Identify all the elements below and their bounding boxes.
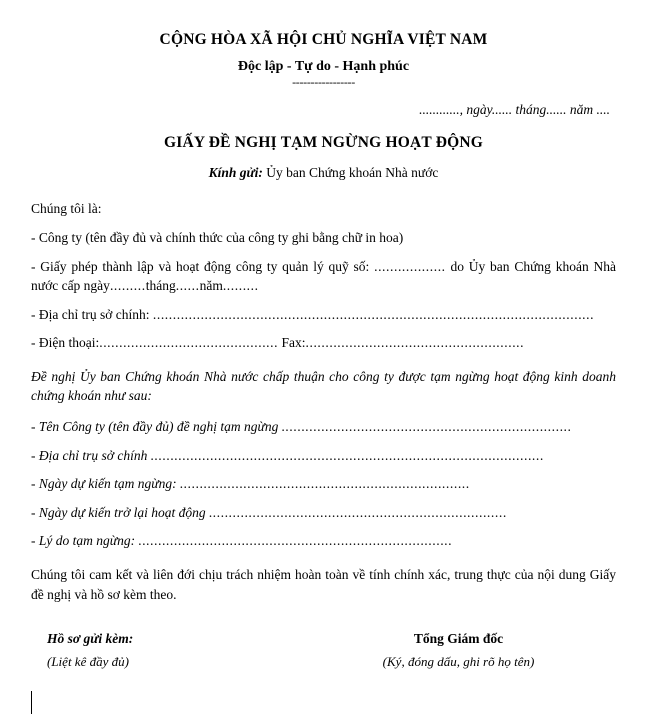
recipient-value: Ủy ban Chứng khoán Nhà nước	[262, 165, 439, 181]
lead-line: Chúng tôi là:	[31, 201, 102, 217]
fax-label: Fax:	[278, 335, 306, 351]
head-office-address-label: - Địa chỉ trụ sở chính:	[31, 306, 153, 322]
item-suspend-date	[31, 474, 616, 494]
item-address	[31, 446, 616, 466]
text-cursor-caret	[31, 691, 32, 714]
head-office-address-line	[31, 305, 616, 325]
item-company-name-label: - Tên Công ty (tên đầy đủ) đề nghị tạm ngừng	[31, 418, 282, 434]
item-reason	[31, 531, 616, 551]
document-page	[0, 31, 647, 719]
signature-row	[31, 631, 616, 670]
commitment-paragraph: Chúng tôi cam kết và liên đới chịu trách nhiệm hoàn toàn về tính chính xác, trung thực của nội dung Giấy đề nghị và hồ sơ kèm theo.	[31, 566, 616, 602]
national-motto: Độc lập - Tự do - Hạnh phúc	[237, 59, 410, 75]
item-reason-dots: ...............................................................................	[138, 533, 453, 549]
phone-label: - Điện thoại:	[31, 335, 100, 351]
item-address-dots: ...................................................................................................	[150, 447, 545, 463]
item-resume-date-label: - Ngày dự kiến trở lại hoạt động	[31, 504, 210, 520]
license-dots-d: .........	[222, 278, 259, 294]
license-text-d: năm	[199, 278, 223, 294]
signer-block	[331, 631, 616, 670]
item-address-label: - Địa chỉ trụ sở chính	[31, 447, 151, 463]
item-resume-date	[31, 503, 616, 523]
item-company-name-dots: .........................................................................	[281, 418, 572, 434]
license-text-c: tháng	[145, 278, 176, 294]
item-company-name	[31, 417, 616, 437]
attachments-title: Hồ sơ gửi kèm:	[47, 631, 134, 647]
company-name-line: - Công ty (tên đầy đủ và chính thức của công ty ghi bằng chữ in hoa)	[31, 230, 404, 245]
signer-note: (Ký, đóng dấu, ghi rõ họ tên)	[382, 654, 535, 670]
item-suspend-date-dots: .........................................................................	[179, 476, 471, 492]
phone-dots: .............................................	[99, 335, 279, 351]
signer-title: Tổng Giám đốc	[413, 631, 504, 647]
item-resume-date-dots: ...........................................................................	[209, 504, 508, 520]
license-dots-b: .........	[109, 278, 146, 294]
document-body	[31, 199, 616, 605]
license-line	[31, 257, 616, 296]
head-office-address-dots: ...............................................................................................................	[152, 306, 595, 322]
recipient-label: Kính gửi:	[208, 165, 263, 181]
license-dots-a: ..................	[374, 258, 446, 274]
fax-dots: .......................................................	[305, 335, 525, 351]
request-paragraph: Đề nghị Ủy ban Chứng khoán Nhà nước chấp thuận cho công ty được tạm ngừng hoạt động kinh doanh chứng khoán như sau:	[31, 368, 616, 404]
document-title: GIẤY ĐỀ NGHỊ TẠM NGỪNG HOẠT ĐỘNG	[163, 134, 483, 152]
date-placeholder-line: ............, ngày...... tháng...... năm ....	[419, 102, 610, 118]
attachments-block	[31, 631, 331, 670]
phone-fax-line	[31, 333, 616, 353]
license-text-b: do Ủy ban Chứng khoán Nhà nước cấp ngày	[31, 258, 616, 294]
attachments-note: (Liệt kê đầy đủ)	[47, 654, 129, 670]
recipient-line	[31, 165, 616, 181]
item-suspend-date-label: - Ngày dự kiến tạm ngừng:	[31, 476, 180, 492]
motto-divider: -----------------	[292, 75, 355, 90]
license-dots-c: ......	[175, 278, 200, 294]
item-reason-label: - Lý do tạm ngừng:	[31, 533, 139, 549]
license-text-a: - Giấy phép thành lập và hoạt động công ty quản lý quỹ số:	[31, 258, 375, 274]
national-heading: CỘNG HÒA XÃ HỘI CHỦ NGHĨA VIỆT NAM	[159, 31, 488, 48]
